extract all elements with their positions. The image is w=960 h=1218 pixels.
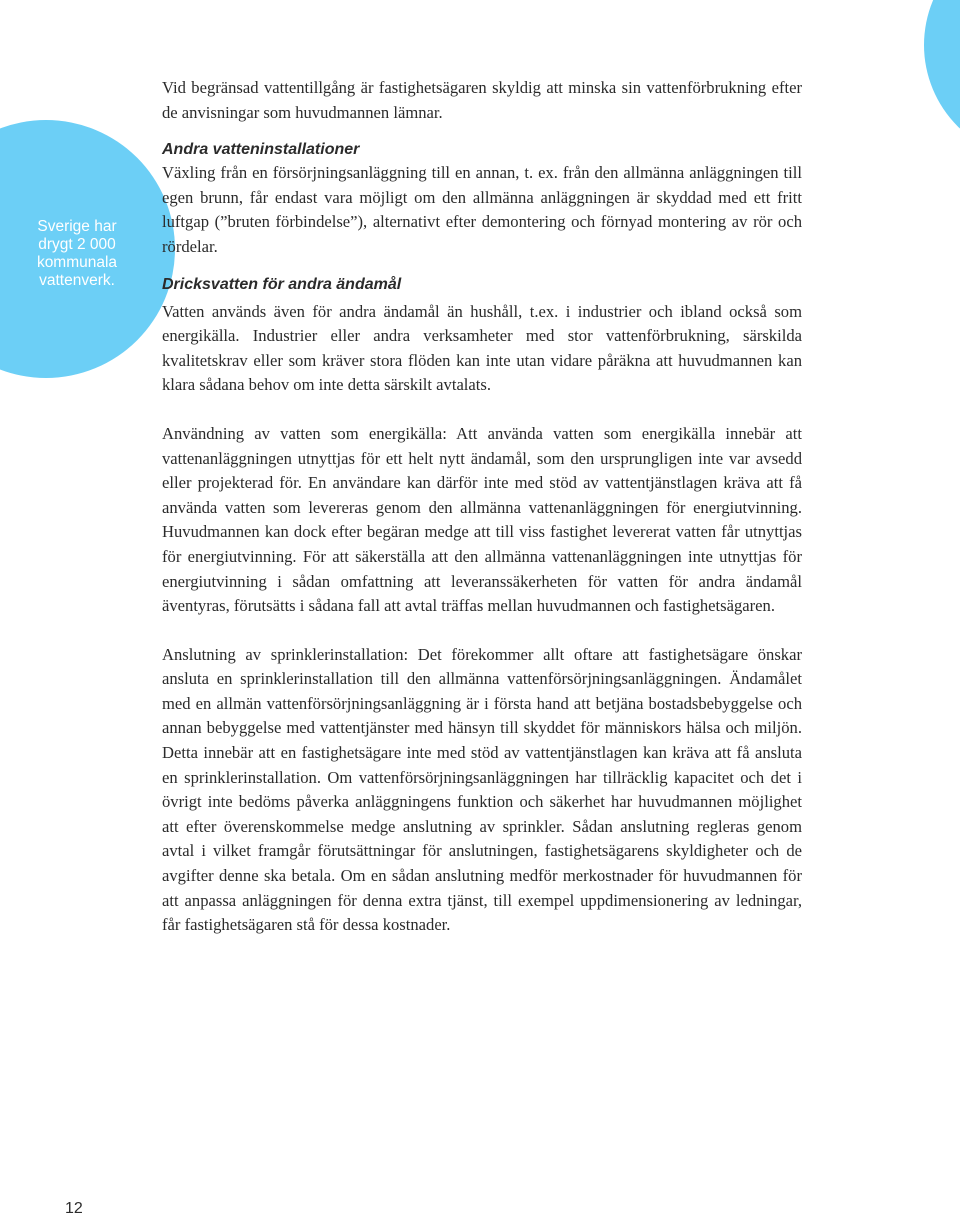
callout-line: kommunala	[36, 254, 118, 271]
intro-paragraph: Vid begränsad vattentillgång är fastighetsägaren skyldig att minska sin vattenförbrukning efter de anvisningar som huvudmannen lämnar.	[162, 78, 802, 122]
section-other-installations-body: Växling från en försörjningsanläggning till en annan, t. ex. från den allmänna anläggningen till egen brunn, får endast vara möjligt om den allmänna anläggningen är skyddad med ett fritt luftgap (”bruten förbindelse”), alternativt efter demontering och förnyad montering av rör och rördelar.	[162, 163, 802, 256]
drinking-water-paragraph-3: Anslutning av sprinklerinstallation: Det förekommer allt oftare att fastighetsägare önskar ansluta en sprinklerinstallation till den allmänna vattenförsörjningsanläggningen. Ändamålet med en allmän vattenförsörjningsanläggning är i första hand att betjäna bostadsbebyggelse och annan bebyggelse med vattentjänster med hänsyn till skyddet för människors hälsa och miljön. Detta innebär att en fastighetsägare inte med stöd av vattentjänstlagen kan kräva att få ansluta en sprinklerinstallation. Om vattenförsörjningsanläggningen har tillräcklig kapacitet och det i övrigt inte bedöms påverka anläggningens funktion och säkerhet har huvudmannen möjlighet att efter överenskommelse medge anslutning av sprinkler. Sådan anslutning regleras genom avtal i vilket framgår förutsättningar för anslutningen, fastighetsägarens skyldigheter och de avgifter denne ska betala. Om en sådan anslutning medför merkostnader för huvudmannen för att anpassa anläggningen för denna extra tjänst, till exempel uppdimensionering av ledningar, får fastighetsägaren stå för dessa kostnader.	[162, 644, 802, 935]
callout-text	[22, 218, 132, 290]
drinking-water-paragraph-1: Vatten används även för andra ändamål än hushåll, t.ex. i industrier och ibland också som energikälla. Industrier eller andra verksamheter med stor vattenförbrukning, särskilda kvalitetskrav eller som kräver stora flöden kan inte utan vidare påräkna att huvudmannen kan klara sådana behov om inte detta särskilt avtalats.	[162, 301, 802, 395]
decorative-circle-top-right	[924, 0, 960, 160]
section-heading-drinking-water: Dricksvatten för andra ändamål	[162, 275, 402, 293]
callout-line: Sverige har	[37, 218, 117, 235]
drinking-water-paragraph-2: Användning av vatten som energikälla: Att använda vatten som energikälla innebär att vattenanläggningen utnyttjas för ett helt nytt ändamål, som den ursprungligen inte var avsedd eller projekterad för. En användare kan därför inte med stöd av vattentjänstlagen kräva att få använda vatten som levereras genom den allmänna vattenanläggningen för energiutvinning. Huvudmannen kan dock efter begäran medge att till viss fastighet levererat vatten får utnyttjas för energiutvinning. För att säkerställa att den allmänna vattenanläggningen inte utnyttjas för energiutvinning i sådan omfattning att leveranssäkerheten för vatten för andra ändamål äventyras, förutsätts i sådana fall att avtal träffas mellan huvudmannen och fastighetsägaren.	[162, 423, 802, 616]
callout-line: drygt 2 000	[38, 236, 116, 253]
callout-line: vattenverk.	[39, 272, 115, 289]
section-heading-other-installations: Andra vatteninstallationer	[162, 141, 360, 159]
page-number: 12	[65, 1200, 83, 1217]
main-content	[162, 76, 802, 938]
